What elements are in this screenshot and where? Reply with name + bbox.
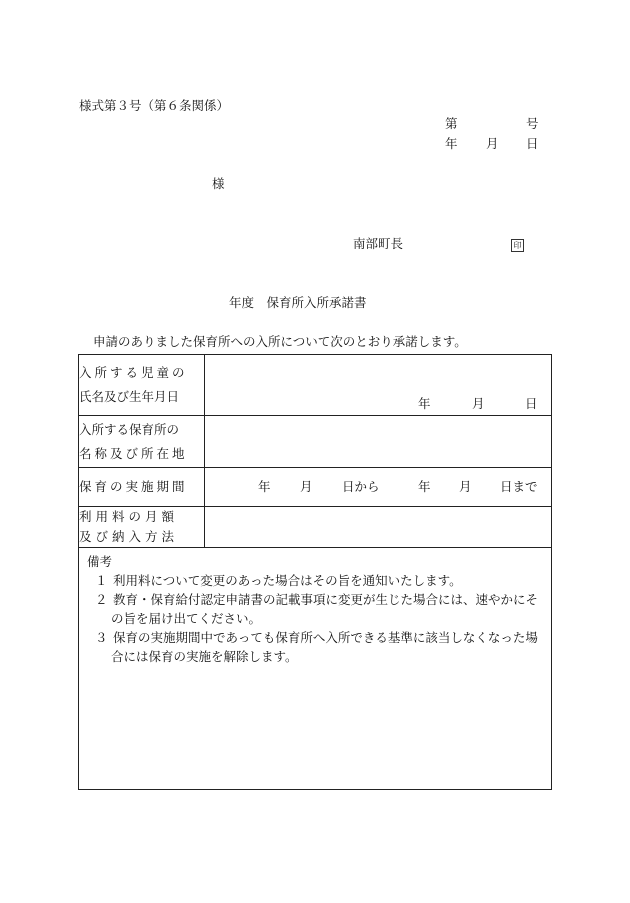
date-day: 日 xyxy=(526,136,539,151)
row-facility xyxy=(79,416,552,468)
document-title: 年度 保育所入所承諾書 xyxy=(229,295,367,310)
form-number: 様式第３号（第６条関係） xyxy=(79,98,230,113)
note-1-number: １ xyxy=(95,573,108,588)
period-label xyxy=(79,468,205,507)
note-item-3 xyxy=(91,628,543,666)
fee-label-line2: 及び納入方法 xyxy=(79,529,179,544)
row-notes xyxy=(79,548,552,790)
child-label-line2: 氏名及び生年月日 xyxy=(79,389,180,404)
facility-label xyxy=(79,416,205,468)
child-label xyxy=(79,355,205,416)
period-from-month: 月 xyxy=(300,479,313,494)
child-birth-year: 年 xyxy=(418,396,431,411)
seal-icon: 印 xyxy=(511,239,524,252)
form-table xyxy=(78,354,552,790)
intro-text: 申請のありました保育所への入所について次のとおり承諾します。 xyxy=(93,334,467,349)
note-item-2 xyxy=(91,590,543,628)
facility-label-line2: 名称及び所在地 xyxy=(79,445,188,461)
facility-value[interactable] xyxy=(205,416,552,468)
period-to-year: 年 xyxy=(418,479,431,494)
period-to-month: 月 xyxy=(459,479,472,494)
fee-label-line1: 利用料の月額 xyxy=(79,509,179,524)
child-birth-day: 日 xyxy=(525,396,538,411)
note-3-number: ３ xyxy=(95,630,108,645)
doc-number-gou: 号 xyxy=(526,116,539,131)
period-value[interactable] xyxy=(205,468,552,507)
note-2-number: ２ xyxy=(95,592,108,607)
period-to-day: 日まで xyxy=(500,479,538,494)
date-year: 年 xyxy=(445,136,458,151)
notes-heading: 備考 xyxy=(87,554,113,569)
child-value[interactable] xyxy=(205,355,552,416)
fee-value[interactable] xyxy=(205,507,552,548)
child-label-line1: 入所する児童の xyxy=(79,365,188,380)
note-1-text: 利用料について変更のあった場合はその旨を通知いたします。 xyxy=(113,573,462,588)
period-from-year: 年 xyxy=(258,479,271,494)
fee-label xyxy=(79,507,205,548)
recipient-suffix: 様 xyxy=(212,176,225,191)
note-item-1 xyxy=(91,571,543,590)
date-month: 月 xyxy=(486,136,499,151)
child-birth-month: 月 xyxy=(472,396,485,411)
note-2-text: 教育・保育給付認定申請書の記載事項に変更が生じた場合には、速やかにその旨を届け出てください。 xyxy=(111,592,539,626)
issuer: 南部町長 xyxy=(353,236,404,251)
period-label-text: 保育の実施期間 xyxy=(79,479,188,494)
facility-label-line1: 入所する保育所の xyxy=(79,421,180,437)
notes-cell xyxy=(79,548,552,790)
row-fee xyxy=(79,507,552,548)
doc-number-dai: 第 xyxy=(445,116,458,131)
period-from-day: 日から xyxy=(342,479,380,494)
seal-mark xyxy=(511,238,524,252)
row-child xyxy=(79,355,552,416)
row-period xyxy=(79,468,552,507)
note-3-text: 保育の実施期間中であっても保育所へ入所できる基準に該当しなくなった場合には保育の実施を解除します。 xyxy=(111,630,538,664)
